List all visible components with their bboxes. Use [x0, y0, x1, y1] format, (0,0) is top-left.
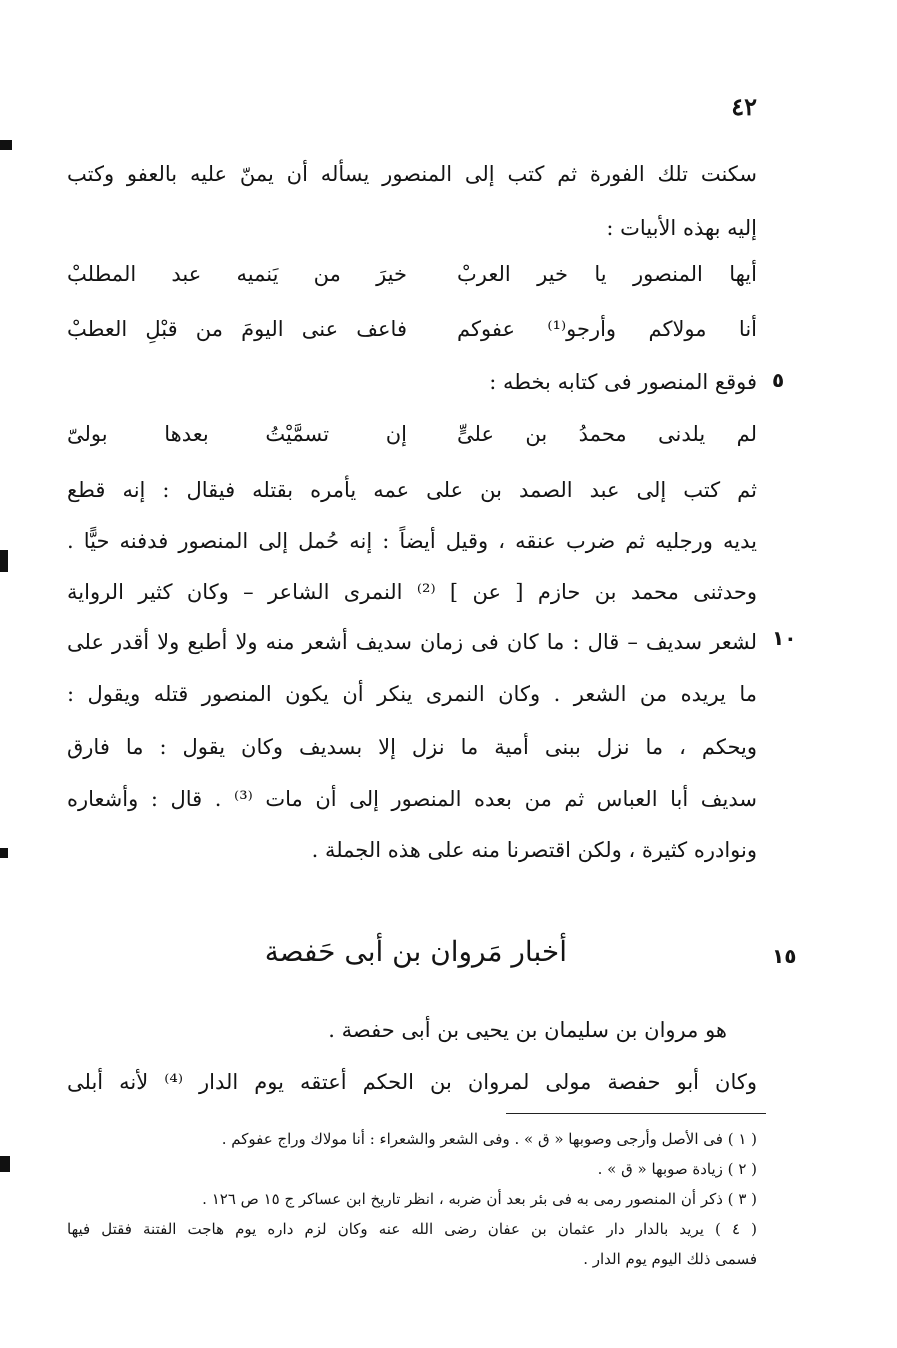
text-line: ويحكم ، ما نزل ببنى أمية ما نزل إلا بسديف وكان يقول : ما فارق — [67, 735, 757, 759]
section-heading: أخبار مَروان بن أبى حَفصة — [264, 935, 567, 968]
text-line: ما يريده من الشعر . وكان النمرى ينكر أن يكون المنصور قتله ويقول : — [67, 682, 757, 706]
text-line: سكنت تلك الفورة ثم كتب إلى المنصور يسأله أن يمنّ عليه بالعفو وكتب — [67, 162, 757, 186]
text-line: ونوادره كثيرة ، ولكن اقتصرنا منه على هذه الجملة . — [311, 838, 757, 862]
footnote: ( ٣ ) ذكر أن المنصور رمى به فى بئر بعد أن ضربه ، انظر تاريخ ابن عساكر ج ١٥ ص ١٢٦ . — [202, 1190, 757, 1208]
scan-edge-mark — [0, 550, 8, 572]
text-line: ثم كتب إلى عبد الصمد بن على عمه يأمره بقتله فيقال : إنه قطع — [67, 478, 757, 502]
footnote: ( ٢ ) زيادة صوبها « ق » . — [597, 1160, 757, 1178]
verse-hemistich-right: أيها المنصور يا خير العربْ — [457, 262, 757, 286]
text-line: يديه ورجليه ثم ضرب عنقه ، وقيل أيضاً : إنه حُمل إلى المنصور فدفنه حيًّا . — [67, 529, 757, 553]
margin-line-number: ١٠ — [772, 626, 797, 650]
verse-hemistich-left: إن تسمَّيْتُ بعدها بولىّ — [67, 422, 407, 446]
scan-edge-mark — [0, 1156, 10, 1172]
page-number: ٤٢ — [731, 92, 757, 121]
text-line: إليه بهذه الأبيات : — [606, 216, 757, 240]
scan-edge-mark — [0, 140, 12, 150]
text-line: وحدثنى محمد بن حازم [ عن ] ⁽²⁾ النمرى الشاعر – وكان كثير الرواية — [67, 580, 757, 604]
margin-line-number: ٥ — [772, 368, 785, 392]
margin-line-number: ١٥ — [772, 944, 797, 968]
text-line: فوقع المنصور فى كتابه بخطه : — [489, 370, 757, 394]
scan-edge-mark — [0, 848, 8, 858]
footnote: ( ١ ) فى الأصل وأرجى وصوبها « ق » . وفى الشعر والشعراء : أنا مولاك وراج عفوكم . — [221, 1130, 757, 1148]
text-line: هو مروان بن سليمان بن يحيى بن أبى حفصة . — [328, 1018, 727, 1042]
verse-hemistich-right: أنا مولاكم وأرجو⁽¹⁾ عفوكم — [457, 317, 757, 341]
text-line: وكان أبو حفصة مولى لمروان بن الحكم أعتقه يوم الدار ⁽⁴⁾ لأنه أبلى — [67, 1070, 757, 1094]
verse-hemistich-left: فاعف عنى اليومَ من قبْلِ العطبْ — [67, 317, 407, 341]
footnote: ( ٤ ) يريد بالدار دار عثمان بن عفان رضى الله عنه وكان لزم داره يوم هاجت الفتنة فقتل فيها — [67, 1220, 757, 1238]
footnote: فسمى ذلك اليوم يوم الدار . — [583, 1250, 757, 1268]
footnote-divider — [506, 1113, 766, 1114]
verse-hemistich-left: خيرَ من يَنميه عبد المطلبْ — [67, 262, 407, 286]
text-line: لشعر سديف – قال : ما كان فى زمان سديف أشعر منه ولا أطبع ولا أقدر على — [67, 630, 757, 654]
text-line: سديف أبا العباس ثم من بعده المنصور إلى أن مات ⁽³⁾ . قال : وأشعاره — [67, 787, 757, 811]
verse-hemistich-right: لم يلدنى محمدُ بن علىٍّ — [457, 422, 757, 446]
